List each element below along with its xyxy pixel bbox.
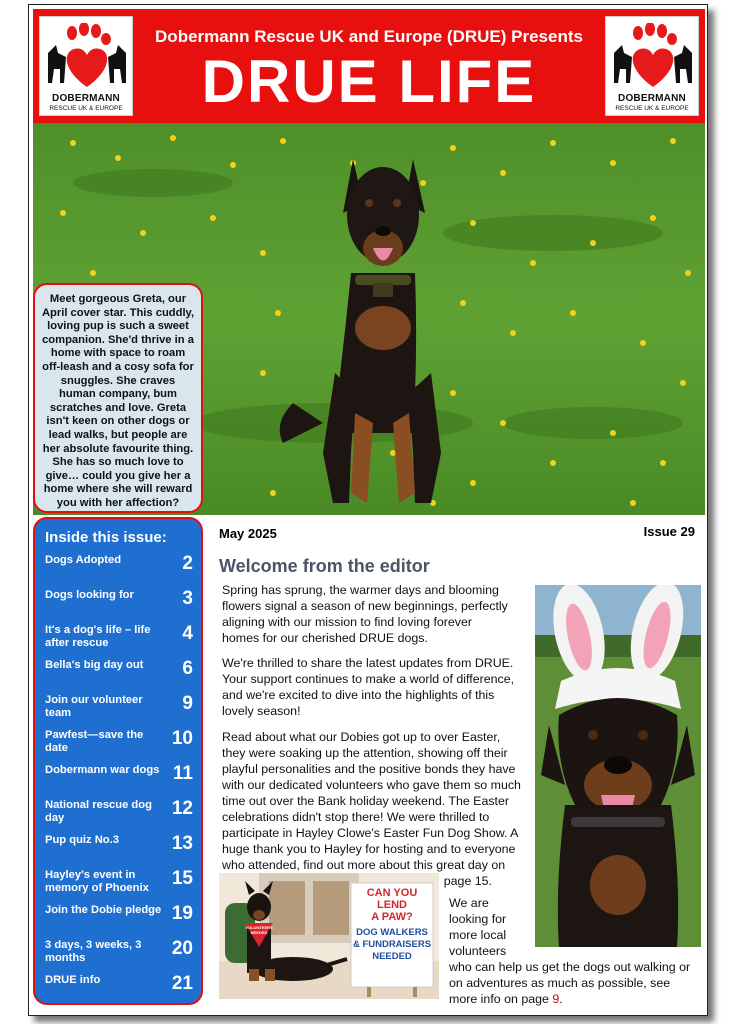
toc-item-label: Pup quiz No.3 [45,834,119,846]
toc-item-page: 21 [171,973,193,994]
toc-item-page: 2 [182,553,193,574]
cover-caption: Meet gorgeous Greta, our April cover star. This cuddly, loving pup is such a sweet companion. She'd thrive in a home with space to roam off-leash and a cosy sofa for snuggles. She craves human company, bum scratches and love. Greta isn't keen on other dogs or lead walks, but people are her absolute favourite thing. She has so much love to give… could you give her a home where she will reward you with her affection? [33,283,203,513]
toc-item-label: Dobermann war dogs [45,764,160,776]
logo-text: DOBERMANN [52,93,120,104]
editor-paragraph [449,959,699,1007]
toc-item-label: Hayley's event in memory of Phoenix [45,869,149,894]
editor-paragraph: We are looking for more local volunteers [449,896,507,958]
toc-item-label: Pawfest—save the date [45,729,144,754]
toc-item[interactable] [45,694,193,729]
newsletter-page [28,4,708,1016]
toc-item-page: 12 [171,798,193,819]
toc-item-page: 6 [182,658,193,679]
sign-line: A PAW? [371,911,413,923]
table-of-contents [33,517,203,1005]
paragraph-end: . [559,992,563,1006]
paw-heart-logo-icon [610,23,696,93]
toc-item[interactable] [45,834,193,869]
toc-item-page: 9 [182,693,193,714]
volunteers-needed-photo [219,873,439,999]
issue-date: May 2025 [219,526,277,541]
masthead [33,9,705,123]
sign-line: CAN YOU [366,887,418,899]
toc-item[interactable] [45,589,193,624]
toc-item[interactable] [45,939,193,974]
sign-line: DOG WALKERS [356,927,428,938]
drue-logo [39,16,133,116]
toc-item-label: Bella's big day out [45,659,144,671]
toc-item-label: Dogs Adopted [45,554,122,566]
toc-item-page: 20 [171,938,193,959]
editor-paragraph: Spring has sprung, the warmer days and blooming flowers signal a season of new beginnings, perfectly aligning with our mission to find loving forever homes for our cherished DRUE dogs. [222,583,508,645]
toc-item[interactable] [45,799,193,834]
toc-heading: Inside this issue: [45,529,167,546]
toc-item-label: National rescue dog day [45,799,152,824]
toc-item-page: 10 [171,728,193,749]
paw-heart-logo-icon [44,23,130,93]
toc-item[interactable] [45,869,193,904]
volunteer-sign-text [351,887,433,963]
editor-paragraph: We're thrilled to share the latest updates from DRUE. Your support continues to make a world of difference, and we're excited to dive into the highlights of this lovely season! [222,656,515,718]
paragraph-text: Read about what our Dobies got up to over Easter, they were soaking up the attention, showing off their playful personalities and the positive bonds they have with our dedicated volunteers who gave them so much time out over the Bank holiday weekend. The Easter celebrations didn't stop there! We were thrilled to participate in Hayley Clowe's Easter Fun Dog Show. A huge thank you to Hayley for hosting and to everyone who attended, find out more about this great day on [222,730,521,872]
bandana-text: VOLUNTEERS NEEDED [245,925,273,935]
page-link[interactable]: 9 [552,992,560,1006]
drue-logo [605,16,699,116]
editor-paragraph [222,729,522,889]
toc-item-page: 4 [182,623,193,644]
logo-subtext: RESCUE UK & EUROPE [49,105,123,112]
toc-item[interactable] [45,904,193,939]
sign-line: & FUNDRAISERS [352,939,432,950]
toc-item-label: Join the Dobie pledge [45,904,162,916]
toc-item-page: 3 [182,588,193,609]
toc-item-page: 19 [171,903,193,924]
toc-item[interactable] [45,624,193,659]
toc-item-page: 13 [171,833,193,854]
page-reference: page 15. [443,874,492,888]
toc-item[interactable] [45,659,193,694]
toc-item[interactable] [45,974,193,1009]
toc-item-page: 15 [171,868,193,889]
sign-line: NEEDED [372,951,412,962]
paragraph-text: who can help us get the dogs out walking or on adventures as much as possible, see more info on page [449,960,691,1006]
toc-item[interactable] [45,729,193,764]
toc-item-label: It's a dog's life – life after rescue [45,624,151,649]
toc-item-label: DRUE info [45,974,101,986]
issue-number: Issue 29 [643,524,695,539]
toc-item[interactable] [45,764,193,799]
toc-item-page: 11 [172,763,193,784]
masthead-subtitle: Dobermann Rescue UK and Europe (DRUE) Presents [155,27,583,46]
toc-item-label: 3 days, 3 weeks, 3 months [45,939,142,964]
masthead-title: DRUE LIFE [201,48,537,115]
logo-subtext: RESCUE UK & EUROPE [615,105,689,112]
toc-item-label: Dogs looking for [45,589,134,601]
editor-heading: Welcome from the editor [219,556,430,576]
toc-item-label: Join our volunteer team [45,694,143,719]
logo-text: DOBERMANN [618,93,686,104]
sign-line: LEND [377,899,407,911]
bunny-ears-dog-photo [535,585,701,947]
toc-item[interactable] [45,554,193,589]
